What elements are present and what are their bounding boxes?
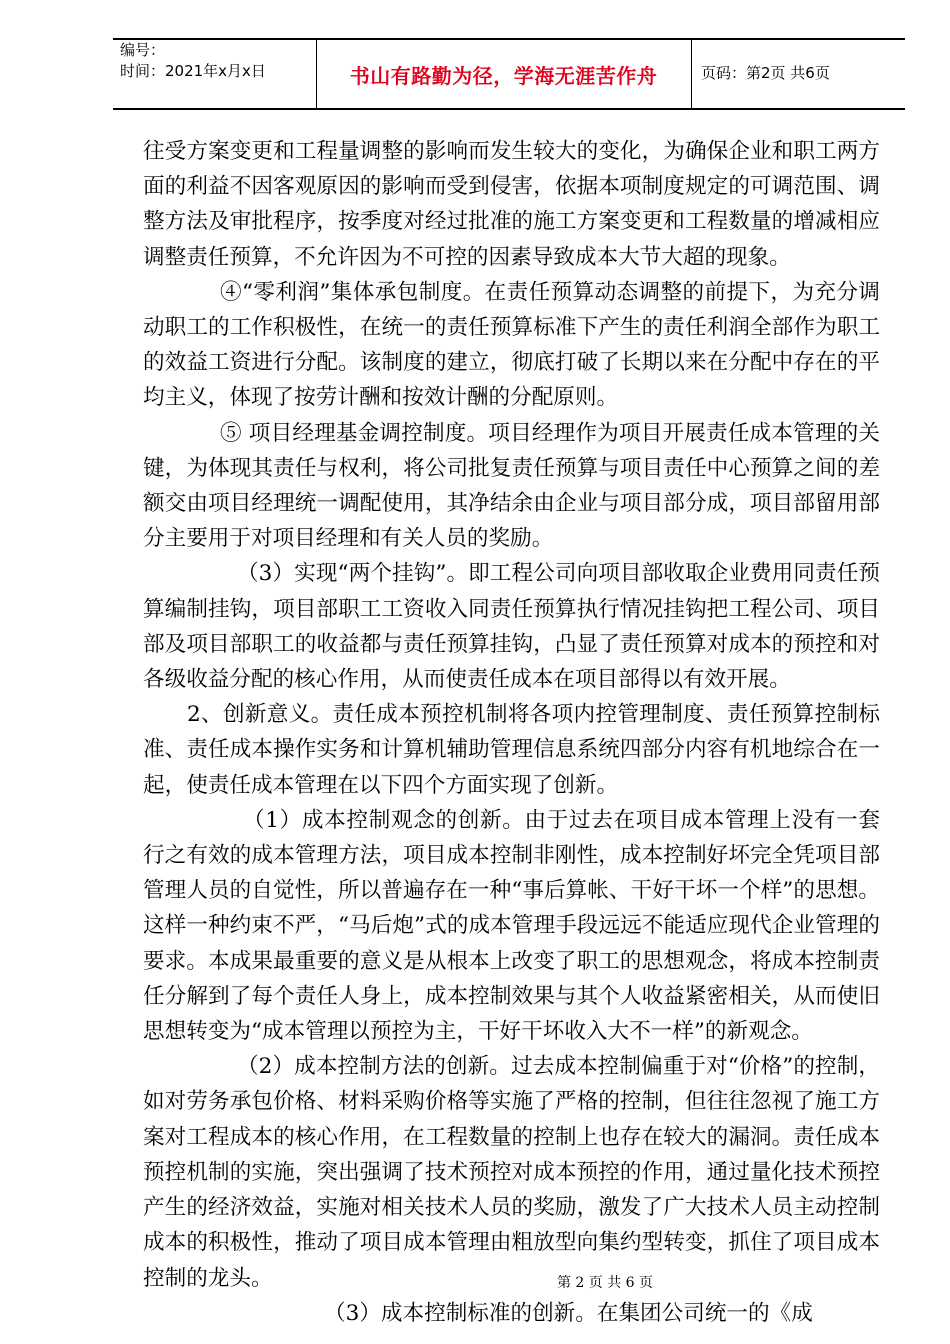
body-text (143, 134, 880, 1331)
paragraph-zero-profit: ④“零利润”集体承包制度。在责任预算动态调整的前提下，为充分调动职工的工作积极性，在统一的责任预算标准下产生的责任利润全部作为职工的效益工资进行分配。该制度的建立，彻底打破了长期以来在分配中存在的平均主义，体现了按劳计酬和按效计酬的分配原则。 (143, 279, 880, 411)
paragraph-two-links: （3）实现“两个挂钩”。即工程公司向项目部收取企业费用同责任预算编制挂钩，项目部职工工资收入同责任预算执行情况挂钩把工程公司、项目部及项目部职工的收益都与责任预算挂钩，凸显了责任预算对成本的预控和对各级收益分配的核心作用，从而使责任成本在项目部得以有效开展。 (143, 561, 880, 693)
paragraph-concept-innovation: （1）成本控制观念的创新。由于过去在项目成本管理上没有一套行之有效的成本管理方法，项目成本控制非刚性，成本控制好坏完全凭项目部管理人员的自觉性，所以普遍存在一种“事后算帐、干好干坏一个样”的思想。这样一种约束不严，“马后炮”式的成本管理手段远远不能适应现代企业管理的要求。本成果最重要的意义是从根本上改变了职工的思想观念，将成本控制责任分解到了每个责任人身上，成本控制效果与其个人收益紧密相关，从而使旧思想转变为“成本管理以预控为主，干好干坏收入大不一样”的新观念。 (143, 807, 880, 1045)
header-divider-right (691, 38, 692, 110)
paragraph-continuation: 往受方案变更和工程量调整的影响而发生较大的变化，为确保企业和职工两方面的利益不因客观原因的影响而受到侵害，依据本项制度规定的可调范围、调整方法及审批程序，按季度对经过批准的施工方案变更和工程数量的增减相应调整责任预算，不允许因为不可控的因素导致成本大节大超的现象。 (143, 139, 880, 270)
paragraph-method-innovation: （2）成本控制方法的创新。过去成本控制偏重于对“价格”的控制，如对劳务承包价格、材料采购价格等实施了严格的控制，但往往忽视了施工方案对工程成本的核心作用，在工程数量的控制上也存在较大的漏洞。责任成本预控机制的实施，突出强调了技术预控对成本预控的作用，通过量化技术预控产生的经济效益，实施对相关技术人员的奖励，激发了广大技术人员主动控制成本的积极性，推动了项目成本管理由粗放型向集约型转变，抓住了项目成本控制的龙头。 (143, 1054, 880, 1291)
document-header (113, 38, 905, 110)
header-motto: 书山有路勤为径，学海无涯苦作舟 (349, 64, 658, 88)
paragraph-innovation-meaning: 2、创新意义。责任成本预控机制将各项内控管理制度、责任预算控制标准、责任成本操作实务和计算机辅助管理信息系统四部分内容有机地综合在一起，使责任成本管理在以下四个方面实现了创新。 (143, 702, 880, 798)
paragraph-standard-innovation: （3）成本控制标准的创新。在集团公司统一的《成 (324, 1300, 813, 1326)
serial-label: 编号： (120, 41, 166, 59)
time-label: 时间：2021年x月x日 (120, 62, 266, 80)
paragraph-manager-fund: ⑤ 项目经理基金调控制度。项目经理作为项目开展责任成本管理的关键，为体现其责任与权利，将公司批复责任预算与项目责任中心预算之间的差额交由项目经理统一调配使用，其净结余由企业与项目部分成，项目部留用部分主要用于对项目经理和有关人员的奖励。 (143, 420, 880, 552)
page-footer: 第 2 页 共 6 页 (556, 1275, 654, 1291)
header-page-info: 页码：第2页 共6页 (701, 64, 830, 82)
header-meta (120, 40, 266, 82)
header-bottom-rule (113, 108, 905, 110)
